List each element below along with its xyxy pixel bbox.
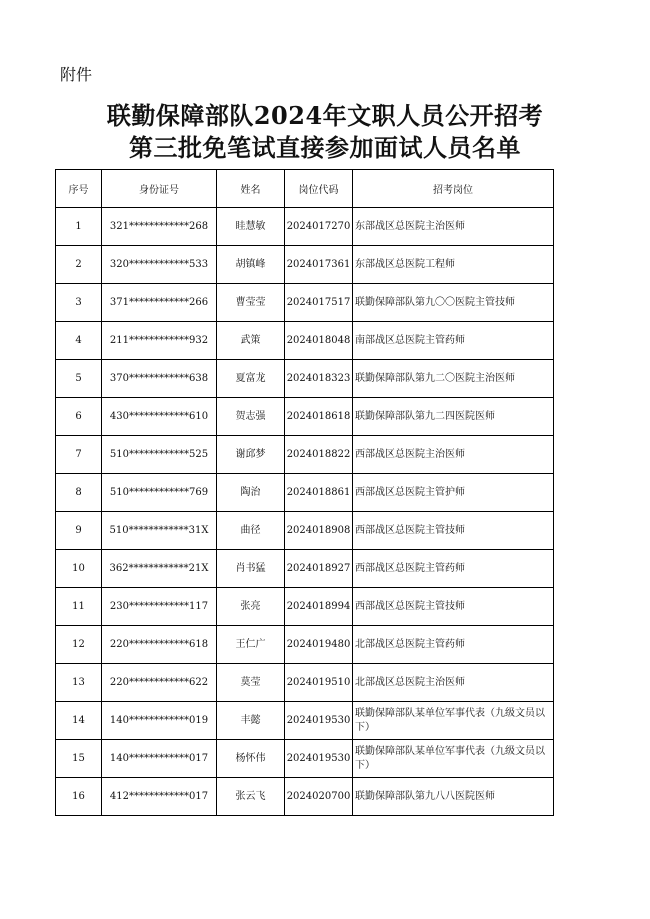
cell-code: 2024018908: [285, 512, 353, 550]
cell-code: 2024018994: [285, 588, 353, 626]
cell-position: 联勤保障部队第九〇〇医院主管技师: [353, 284, 554, 322]
table-row: [56, 398, 554, 436]
table-row: [56, 664, 554, 702]
table-row: [56, 284, 554, 322]
cell-position: 西部战区总医院主管技师: [353, 588, 554, 626]
cell-position: 联勤保障部队某单位军事代表（九级文员以下）: [353, 740, 554, 778]
cell-name: 张云飞: [217, 778, 285, 816]
cell-name: 莫莹: [217, 664, 285, 702]
cell-code: 2024018927: [285, 550, 353, 588]
cell-id: 220************622: [102, 664, 217, 702]
cell-code: 2024017517: [285, 284, 353, 322]
cell-id: 510************525: [102, 436, 217, 474]
cell-seq: 7: [56, 436, 102, 474]
table-row: [56, 436, 554, 474]
cell-seq: 16: [56, 778, 102, 816]
header-id: 身份证号: [102, 170, 217, 208]
cell-position: 联勤保障部队某单位军事代表（九级文员以下）: [353, 702, 554, 740]
header-position: 招考岗位: [353, 170, 554, 208]
cell-name: 肖书猛: [217, 550, 285, 588]
cell-name: 武策: [217, 322, 285, 360]
cell-name: 王仁广: [217, 626, 285, 664]
cell-position: 东部战区总医院主治医师: [353, 208, 554, 246]
cell-code: 2024019530: [285, 740, 353, 778]
table-header-row: [56, 170, 554, 208]
table-row: [56, 208, 554, 246]
cell-id: 140************017: [102, 740, 217, 778]
table-row: [56, 322, 554, 360]
cell-seq: 10: [56, 550, 102, 588]
cell-id: 321************268: [102, 208, 217, 246]
cell-code: 2024018048: [285, 322, 353, 360]
table-row: [56, 474, 554, 512]
header-seq: 序号: [56, 170, 102, 208]
cell-seq: 1: [56, 208, 102, 246]
cell-code: 2024017270: [285, 208, 353, 246]
cell-position: 南部战区总医院主管药师: [353, 322, 554, 360]
cell-position: 联勤保障部队第九二四医院医师: [353, 398, 554, 436]
table-row: [56, 702, 554, 740]
table-row: [56, 588, 554, 626]
cell-seq: 8: [56, 474, 102, 512]
table-row: [56, 740, 554, 778]
cell-code: 2024018618: [285, 398, 353, 436]
cell-id: 140************019: [102, 702, 217, 740]
cell-position: 东部战区总医院工程师: [353, 246, 554, 284]
cell-seq: 4: [56, 322, 102, 360]
attachment-label: 附件: [60, 65, 93, 84]
table-row: [56, 246, 554, 284]
cell-seq: 9: [56, 512, 102, 550]
cell-code: 2024018861: [285, 474, 353, 512]
table-row: [56, 626, 554, 664]
cell-name: 贺志强: [217, 398, 285, 436]
header-name: 姓名: [217, 170, 285, 208]
cell-seq: 11: [56, 588, 102, 626]
candidate-table: [55, 169, 554, 816]
cell-name: 夏富龙: [217, 360, 285, 398]
cell-position: 西部战区总医院主管技师: [353, 512, 554, 550]
cell-id: 430************610: [102, 398, 217, 436]
cell-name: 曹莹莹: [217, 284, 285, 322]
cell-name: 胡镇峰: [217, 246, 285, 284]
header-code: 岗位代码: [285, 170, 353, 208]
cell-id: 510************769: [102, 474, 217, 512]
cell-position: 西部战区总医院主管护师: [353, 474, 554, 512]
cell-code: 2024019510: [285, 664, 353, 702]
cell-id: 371************266: [102, 284, 217, 322]
cell-seq: 2: [56, 246, 102, 284]
cell-position: 联勤保障部队第九二〇医院主治医师: [353, 360, 554, 398]
cell-name: 陶治: [217, 474, 285, 512]
cell-name: 张亮: [217, 588, 285, 626]
cell-position: 西部战区总医院主治医师: [353, 436, 554, 474]
cell-seq: 15: [56, 740, 102, 778]
cell-seq: 13: [56, 664, 102, 702]
table-row: [56, 550, 554, 588]
cell-code: 2024017361: [285, 246, 353, 284]
cell-seq: 3: [56, 284, 102, 322]
cell-id: 211************932: [102, 322, 217, 360]
cell-seq: 5: [56, 360, 102, 398]
table-row: [56, 512, 554, 550]
cell-seq: 6: [56, 398, 102, 436]
document-title-line1: 联勤保障部队2024年文职人员公开招考: [106, 101, 544, 130]
cell-code: 2024020700: [285, 778, 353, 816]
table-row: [56, 778, 554, 816]
cell-name: 丰懿: [217, 702, 285, 740]
cell-position: 联勤保障部队第九八八医院医师: [353, 778, 554, 816]
cell-name: 谢邱梦: [217, 436, 285, 474]
cell-id: 412************017: [102, 778, 217, 816]
cell-name: 曲径: [217, 512, 285, 550]
cell-name: 杨怀伟: [217, 740, 285, 778]
cell-name: 眭慧敏: [217, 208, 285, 246]
cell-id: 230************117: [102, 588, 217, 626]
cell-position: 北部战区总医院主治医师: [353, 664, 554, 702]
cell-code: 2024018323: [285, 360, 353, 398]
cell-code: 2024018822: [285, 436, 353, 474]
cell-seq: 12: [56, 626, 102, 664]
cell-position: 西部战区总医院主管药师: [353, 550, 554, 588]
cell-id: 362************21X: [102, 550, 217, 588]
cell-id: 510************31X: [102, 512, 217, 550]
cell-code: 2024019530: [285, 702, 353, 740]
cell-id: 370************638: [102, 360, 217, 398]
cell-id: 220************618: [102, 626, 217, 664]
cell-code: 2024019480: [285, 626, 353, 664]
table-row: [56, 360, 554, 398]
cell-id: 320************533: [102, 246, 217, 284]
cell-position: 北部战区总医院主管药师: [353, 626, 554, 664]
document-title-line2: 第三批免笔试直接参加面试人员名单: [129, 133, 521, 162]
cell-seq: 14: [56, 702, 102, 740]
